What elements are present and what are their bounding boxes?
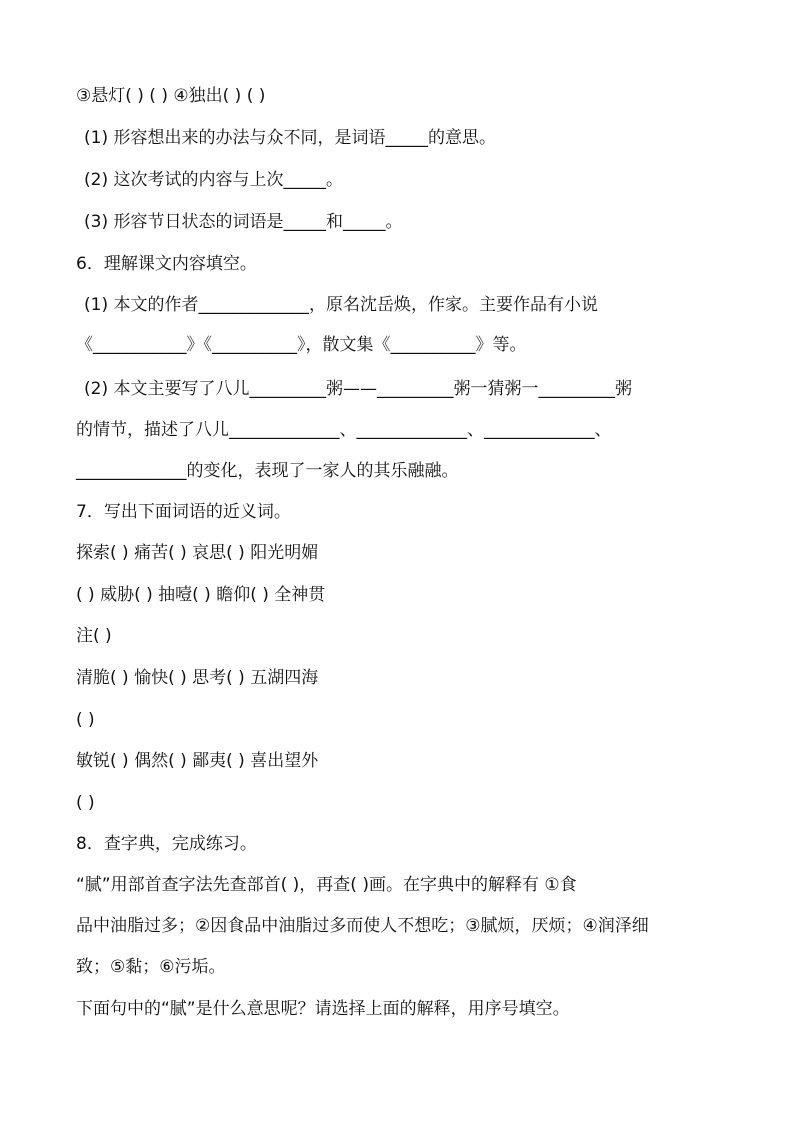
q5-item-1: (1) 形容想出来的办法与众不同，是词语_____的意思。 <box>84 128 496 148</box>
q8-text-1: “腻”用部首查字法先查部首( )，再查( )画。在字典中的解释有 ①食 <box>76 875 577 895</box>
q7-heading: 7．写出下面词语的近义词。 <box>76 502 291 522</box>
q7-row-2: ( ) 威胁( ) 抽噎( ) 瞻仰( ) 全神贯 <box>76 585 326 605</box>
q8-instruction: 下面句中的“腻”是什么意思呢？请选择上面的解释，用序号填空。 <box>76 999 570 1019</box>
q7-row-5: ( ) <box>76 710 95 730</box>
q5-item-3: (3) 形容节日状态的词语是_____和_____。 <box>84 212 403 232</box>
q5-item-2: (2) 这次考试的内容与上次_____。 <box>84 170 343 190</box>
q5-words-line: ③悬灯( ) ( ) ④独出( ) ( ) <box>76 86 266 106</box>
q6-item-1: (1) 本文的作者_____________，原名沈岳焕，作家。主要作品有小说 <box>84 295 598 315</box>
q6-heading: 6．理解课文内容填空。 <box>76 254 257 274</box>
q7-row-7: ( ) <box>76 793 95 813</box>
q8-text-3: 致；⑤黏；⑥污垢。 <box>76 957 226 977</box>
q6-item-1-cont: 《___________》《__________》，散文集《__________》等。 <box>76 335 527 355</box>
q6-item-2: (2) 本文主要写了八儿_________粥——_________粥一猜粥一_________粥 <box>84 379 632 399</box>
q7-row-1: 探索( ) 痛苦( ) 哀思( ) 阳光明媚 <box>76 543 319 563</box>
q7-row-3: 注( ) <box>76 626 112 646</box>
q7-row-6: 敏锐( ) 偶然( ) 鄙夷( ) 喜出望外 <box>76 751 319 771</box>
q7-row-4: 清脆( ) 愉快( ) 思考( ) 五湖四海 <box>76 668 319 688</box>
q6-item-2-cont-1: 的情节，描述了八儿_____________、_____________、_____________、 <box>76 420 612 440</box>
q6-item-2-cont-2: _____________的变化，表现了一家人的其乐融融。 <box>76 461 459 481</box>
q8-text-2: 品中油脂过多；②因食品中油脂过多而使人不想吃；③腻烦，厌烦；④润泽细 <box>76 916 649 936</box>
q8-heading: 8．查字典，完成练习。 <box>76 834 257 854</box>
